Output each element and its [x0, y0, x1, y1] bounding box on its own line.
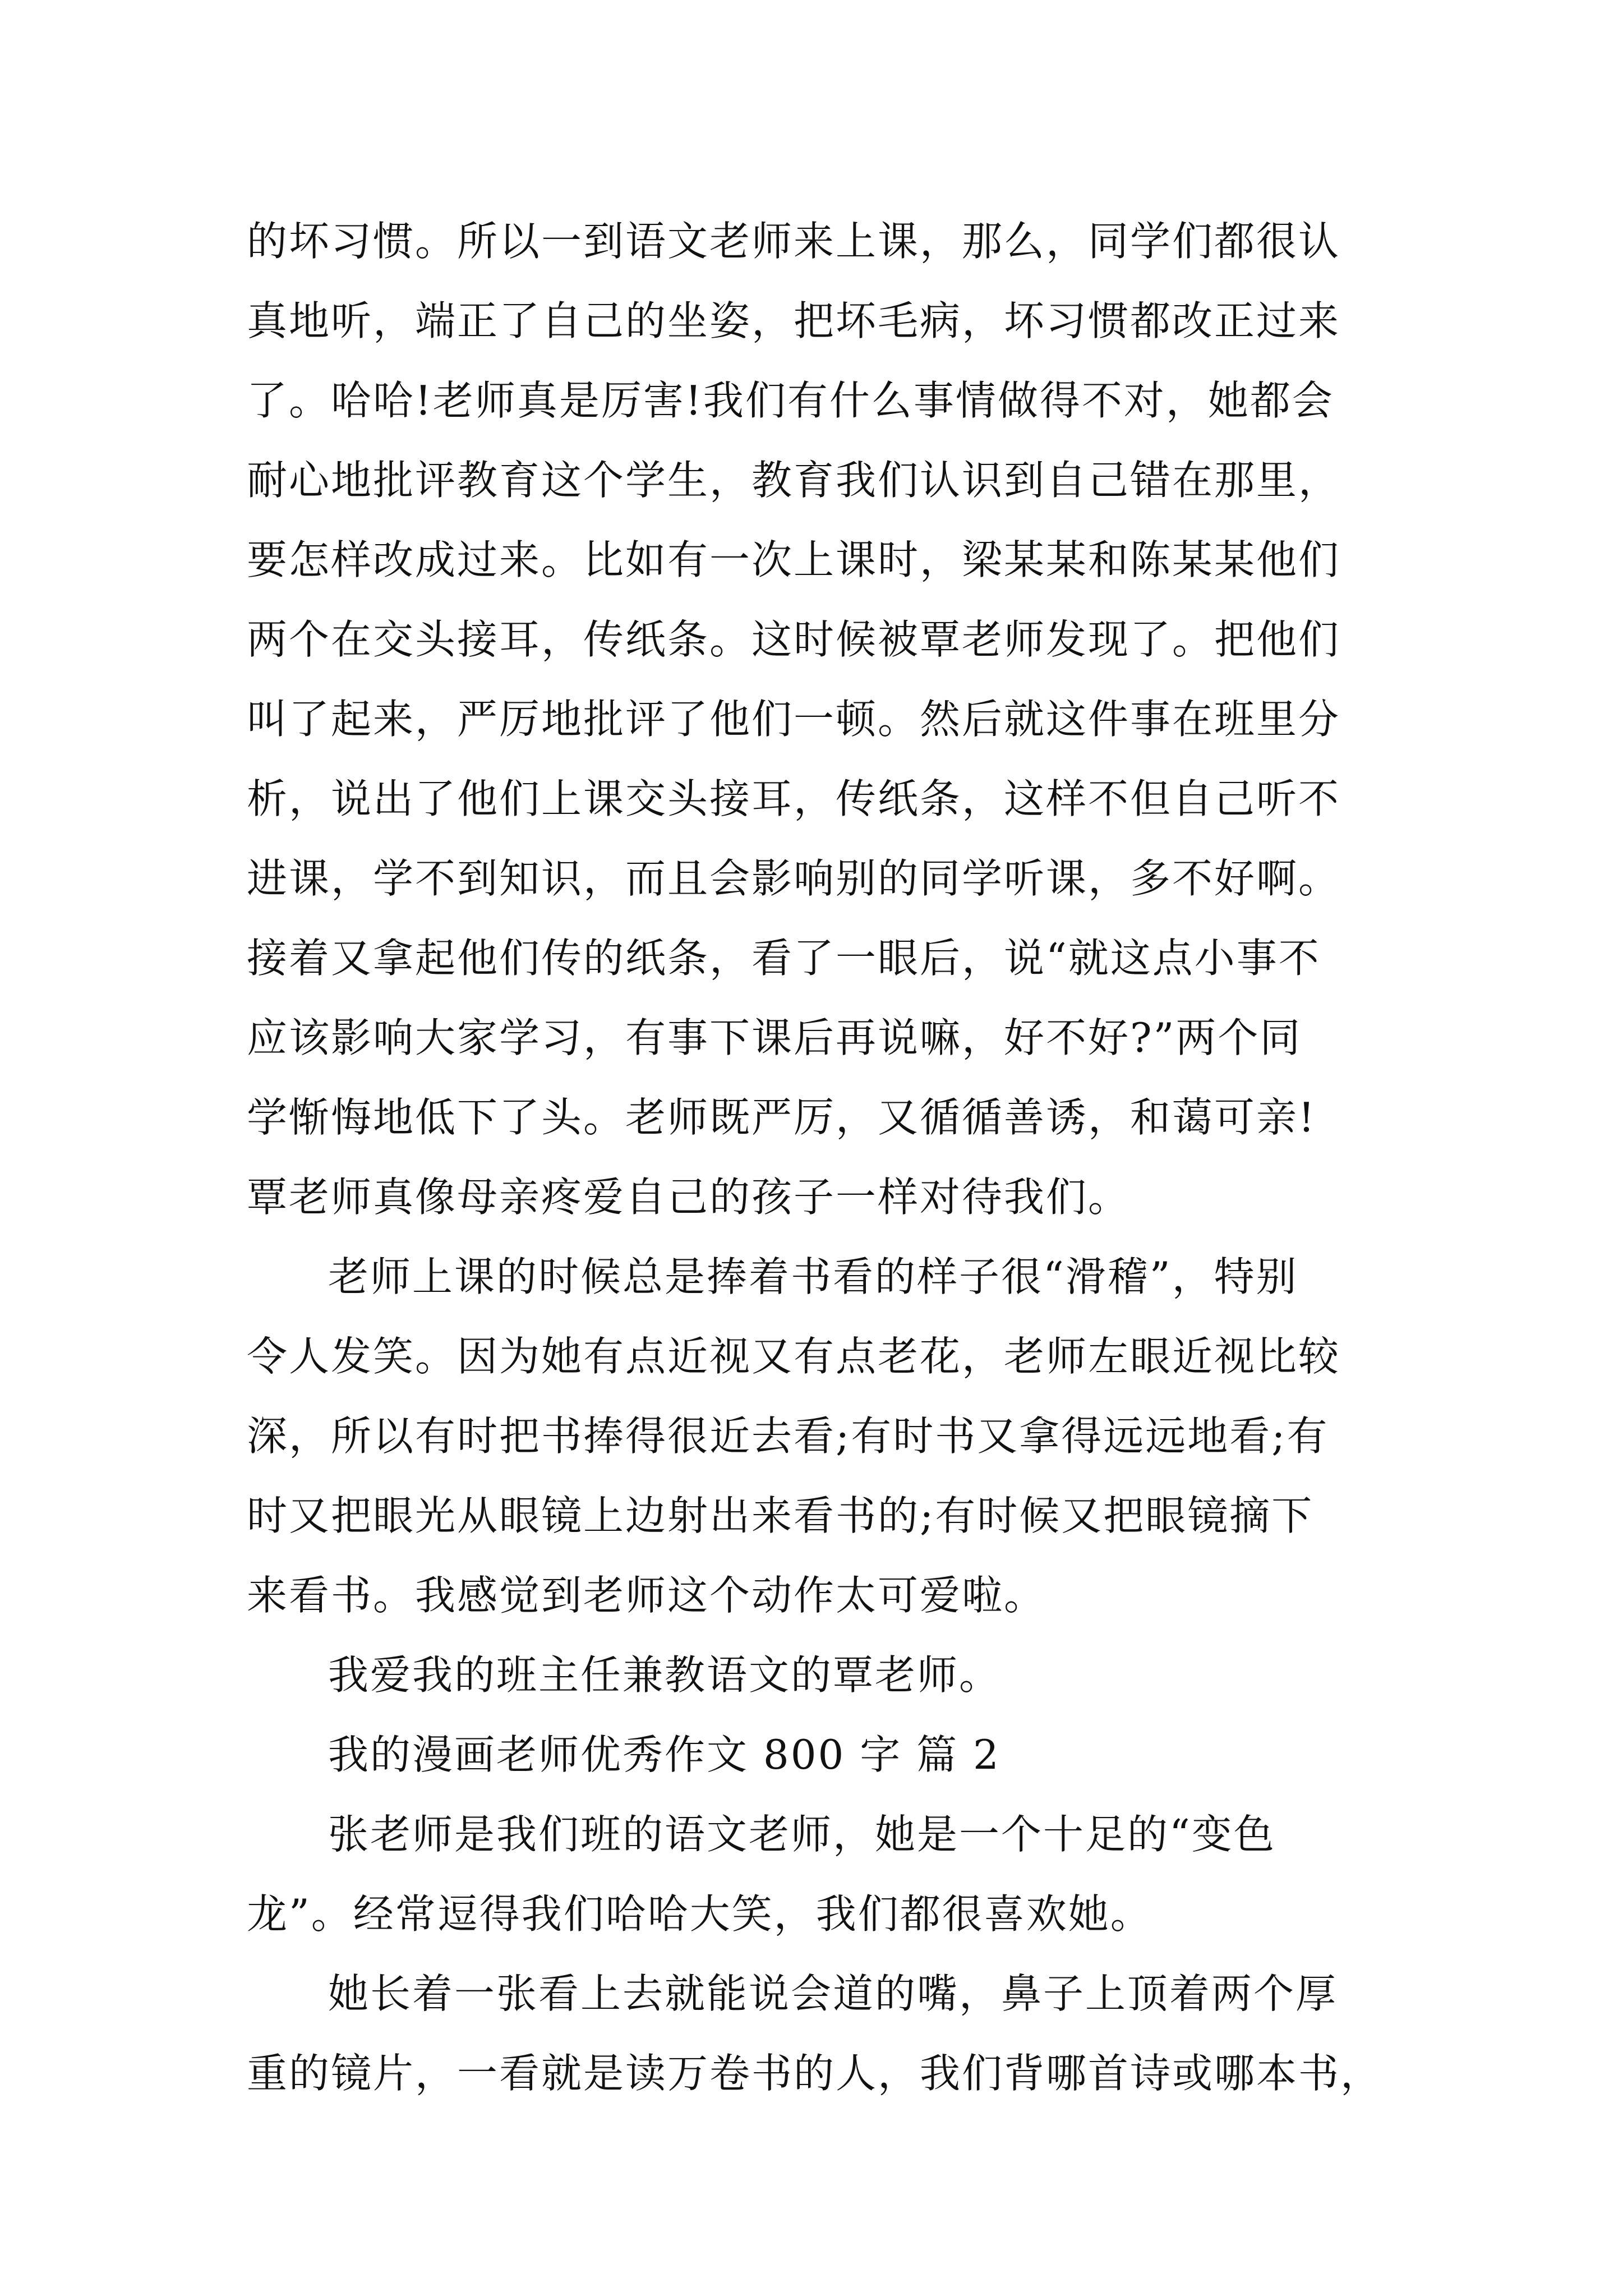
text-line: 覃老师真像母亲疼爱自己的孩子一样对待我们。	[247, 1174, 1131, 1221]
text-line: 进课，学不到知识，而且会影响别的同学听课，多不好啊。	[247, 855, 1341, 902]
text-line: 深，所以有时把书捧得很近去看;有时书又拿得远远地看;有	[247, 1412, 1329, 1460]
text-line: 耐心地批评教育这个学生，教育我们认识到自己错在那里，	[247, 457, 1341, 504]
text-line: 析，说出了他们上课交头接耳，传纸条，这样不但自己听不	[247, 775, 1341, 822]
text-line: 来看书。我感觉到老师这个动作太可爱啦。	[247, 1572, 1046, 1619]
text-line: 令人发笑。因为她有点近视又有点老花，老师左眼近视比较	[247, 1333, 1341, 1380]
text-line: 的坏习惯。所以一到语文老师来上课，那么，同学们都很认	[247, 218, 1341, 265]
paragraph-start-line: 她长着一张看上去就能说会道的嘴，鼻子上顶着两个厚	[328, 1970, 1338, 2017]
text-line: 时又把眼光从眼镜上边射出来看书的;有时候又把眼镜摘下	[247, 1492, 1314, 1539]
text-line: 了。哈哈!老师真是厉害!我们有什么事情做得不对，她都会	[247, 377, 1334, 424]
paragraph-start-line: 老师上课的时候总是捧着书看的样子很“滑稽”，特别	[328, 1253, 1298, 1300]
text-line: 真地听，端正了自己的坐姿，把坏毛病，坏习惯都改正过来	[247, 297, 1341, 344]
text-line: 重的镜片，一看就是读万卷书的人，我们背哪首诗或哪本书，	[247, 2050, 1383, 2097]
text-line: 要怎样改成过来。比如有一次上课时，梁某某和陈某某他们	[247, 536, 1341, 583]
section-heading: 我的漫画老师优秀作文 800 字 篇 2	[328, 1731, 1000, 1778]
text-line: 学惭悔地低下了头。老师既严厉，又循循善诱，和蔼可亲!	[247, 1094, 1316, 1141]
text-line: 接着又拿起他们传的纸条，看了一眼后，说“就这点小事不	[247, 935, 1321, 982]
paragraph-start-line: 张老师是我们班的语文老师，她是一个十足的“变色	[328, 1811, 1276, 1858]
text-line: 应该影响大家学习，有事下课后再说嘛，好不好?”两个同	[247, 1014, 1302, 1061]
text-line: 叫了起来，严厉地批评了他们一顿。然后就这件事在班里分	[247, 696, 1341, 743]
text-line: 两个在交头接耳，传纸条。这时候被覃老师发现了。把他们	[247, 616, 1341, 663]
text-line: 龙”。经常逗得我们哈哈大笑，我们都很喜欢她。	[247, 1890, 1152, 1938]
paragraph-start-line: 我爱我的班主任兼教语文的覃老师。	[328, 1651, 1002, 1699]
